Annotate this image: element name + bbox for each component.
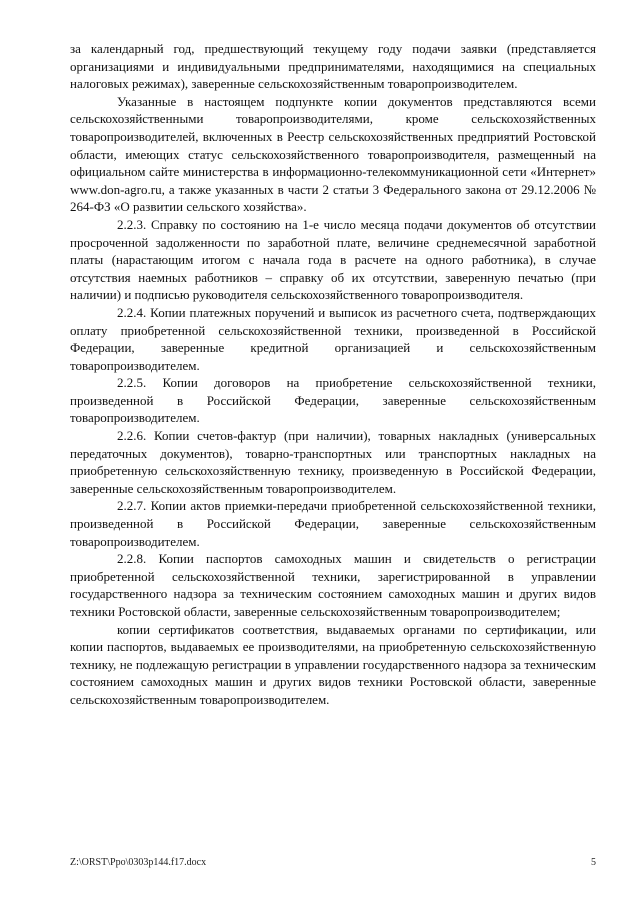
paragraph-2-2-8: 2.2.8. Копии паспортов самоходных машин и свидетельств о регистрации приобретенной сельскохозяйственной техники, зарегистрированной в управлении государственного надзора за техническим состоянием самоходных машин и других видов техники Ростовской области, заверенные сельскохозяйственным товаропроизводителем;: [70, 551, 596, 619]
paragraph-documents-note: Указанные в настоящем подпункте копии документов представляются всеми сельскохозяйственными товаропроизводителями, кроме сельскохозяйственных товаропроизводителей, включенных в Реестр сельскохозяйственных предприятий Ростовской области, имеющих статус сельскохозяйственного товаропроизводителя, размещенный на официальном сайте министерства в информационно-телекоммуникационной сети «Интернет» www.don-agro.ru, а также указанных в части 2 статьи 3 Федерального закона от 29.12.2006 № 264-ФЗ «О развитии сельского хозяйства».: [70, 93, 596, 215]
page-footer: [70, 857, 596, 871]
paragraph-2-2-6: 2.2.6. Копии счетов-фактур (при наличии), товарных накладных (универсальных передаточных документов), товарно-транспортных или транспортных накладных на приобретенную сельскохозяйственную технику, произведенную в Российской Федерации, заверенные сельскохозяйственным товаропроизводителем.: [70, 428, 596, 496]
paragraph-2-2-5: 2.2.5. Копии договоров на приобретение сельскохозяйственной техники, произведенной в Российской Федерации, заверенные сельскохозяйственным товаропроизводителем.: [70, 375, 596, 426]
paragraph-continuation: за календарный год, предшествующий текущему году подачи заявки (представляется организациями и индивидуальными предпринимателями, находящимися на специальных налоговых режимах), заверенные сельскохозяйственным товаропроизводителем.: [70, 41, 596, 92]
footer-file-path: Z:\ORST\Ppo\0303p144.f17.docx: [70, 857, 207, 868]
footer-page-number: 5: [591, 857, 596, 868]
document-page: [70, 40, 596, 709]
paragraph-2-2-4: 2.2.4. Копии платежных поручений и выписок из расчетного счета, подтверждающих оплату приобретенной сельскохозяйственной техники, произведенной в Российской Федерации, заверенные кредитной организацией и сельскохозяйственным товаропроизводителем.: [70, 304, 596, 373]
paragraph-certificates: копии сертификатов соответствия, выдаваемых органами по сертификации, или копии паспортов, выдаваемых ее производителями, на приобретенную сельскохозяйственную технику, не подлежащую регистрации в управлении государственного надзора за техническим состоянием самоходных машин и других видов техники Ростовской области, заверенные сельскохозяйственным товаропроизводителем.: [70, 621, 596, 707]
paragraph-2-2-7: 2.2.7. Копии актов приемки-передачи приобретенной сельскохозяйственной техники, произведенной в Российской Федерации, заверенные сельскохозяйственным товаропроизводителем.: [70, 498, 596, 549]
paragraph-2-2-3: 2.2.3. Справку по состоянию на 1-е число месяца подачи документов об отсутствии просроченной задолженности по заработной плате, величине среднемесячной заработной платы (нарастающим итогом с начала года в расчете на одного работника), в случае отсутствия наемных работников – справку об их отсутствии, заверенную печатью (при наличии) и подписью руководителя сельскохозяйственного товаропроизводителя.: [70, 216, 596, 303]
